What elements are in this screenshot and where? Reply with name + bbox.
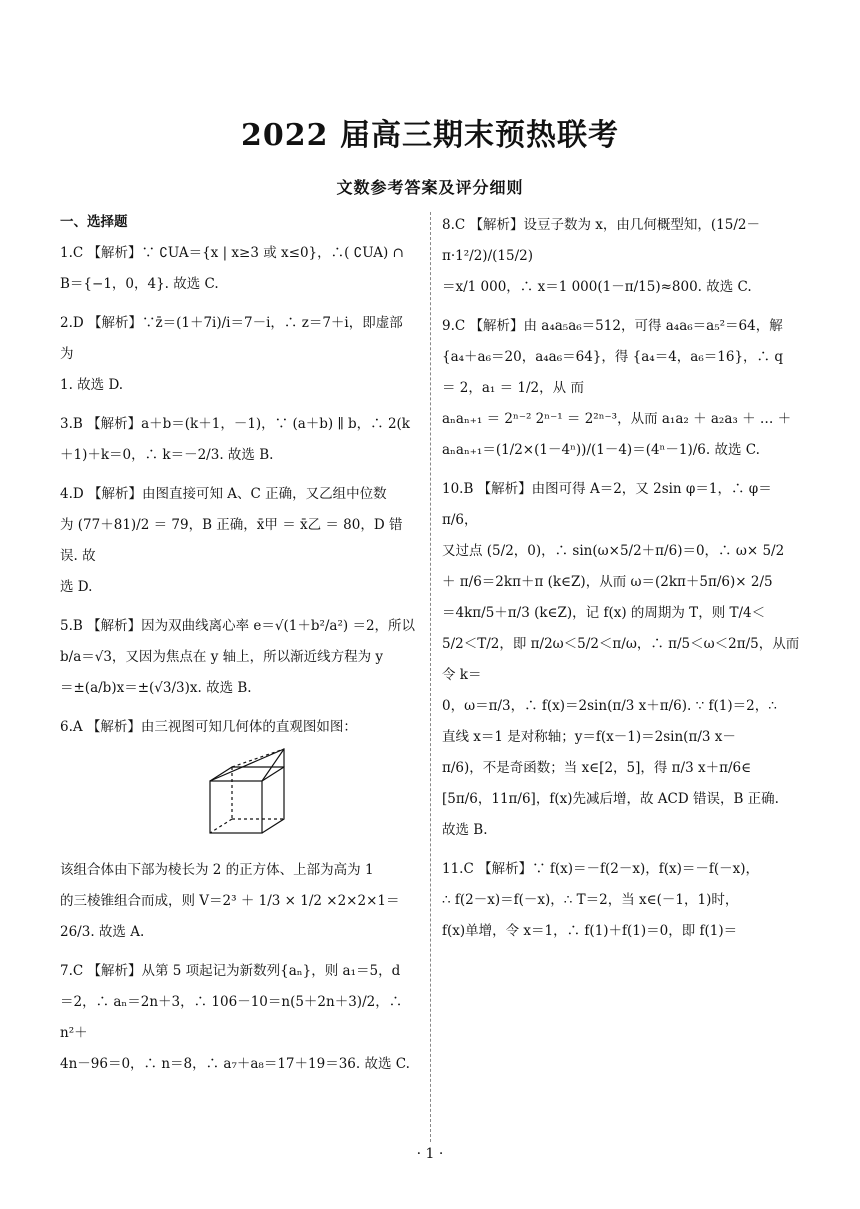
answer-line: 该组合体由下部为棱长为 2 的正方体、上部为高为 1 bbox=[60, 862, 374, 878]
right-answer-list bbox=[442, 210, 800, 947]
page-subtitle: 文数参考答案及评分细则 bbox=[336, 178, 524, 197]
answer-line: 的三棱锥组合而成，则 V＝2³ ＋ 1/3 × 1/2 ×2×2×1＝ bbox=[60, 893, 400, 909]
answer-line: 11.C 【解析】∵ f(x)＝－f(2－x)，f(x)＝－f(－x)， bbox=[442, 861, 760, 877]
answer-line: aₙaₙ₊₁＝(1/2×(1－4ⁿ))/(1－4)＝(4ⁿ－1)/6. 故选 C. bbox=[442, 442, 760, 458]
answer-item bbox=[60, 238, 416, 300]
answer-line: 为 (77＋81)/2 ＝ 79，B 正确，x̄甲 ＝ x̄乙 ＝ 80，D 错误. 故 bbox=[60, 517, 403, 564]
answer-item bbox=[60, 712, 416, 948]
answer-line: ＝4kπ/5＋π/3 (k∈Z)，记 f(x) 的周期为 T，则 T/4＜ bbox=[442, 605, 766, 621]
answer-line: π/6)，不是奇函数；当 x∈[2，5]，得 π/3 x＋π/6∈ bbox=[442, 760, 752, 776]
page-number: · 1 · bbox=[416, 1146, 444, 1162]
answer-line: 2.D 【解析】∵z̄＝(1＋7i)/i＝7－i，∴ z＝7＋i，即虚部为 bbox=[60, 315, 403, 362]
answer-line: 3.B 【解析】a＋b＝(k＋1，－1)，∵ (a＋b) ∥ b，∴ 2(k bbox=[60, 416, 410, 432]
answer-line: ＋ π/6＝2kπ＋π (k∈Z)，从而 ω＝(2kπ＋5π/6)× 2/5 bbox=[442, 574, 773, 590]
answer-line: ＋1)＋k＝0，∴ k＝－2/3. 故选 B. bbox=[60, 447, 274, 463]
answer-item bbox=[60, 409, 416, 471]
answer-line: 7.C 【解析】从第 5 项起记为新数列{aₙ}，则 a₁＝5，d bbox=[60, 963, 401, 979]
answer-item bbox=[442, 854, 800, 947]
answer-line: ＝2，∴ aₙ＝2n＋3，∴ 106－10＝n(5＋2n＋3)/2，∴ n²＋ bbox=[60, 994, 403, 1041]
answer-line: ＝±(a/b)x＝±(√3/3)x. 故选 B. bbox=[60, 680, 252, 696]
answer-line: 5.B 【解析】因为双曲线离心率 e＝√(1＋b²/a²) ＝2，所以 bbox=[60, 618, 416, 634]
answer-line: 选 D. bbox=[60, 579, 93, 595]
answer-line: 5/2＜T/2，即 π/2ω＜5/2＜π/ω，∴ π/5＜ω＜2π/5，从而令 k＝ bbox=[442, 636, 800, 683]
left-column bbox=[60, 210, 416, 1088]
answer-line: 直线 x＝1 是对称轴；y＝f(x－1)＝2sin(π/3 x－ bbox=[442, 729, 736, 745]
answer-line: [5π/6，11π/6]，f(x)先减后增，故 ACD 错误，B 正确. bbox=[442, 791, 779, 807]
answer-item bbox=[60, 479, 416, 603]
answer-line: 4.D 【解析】由图直接可知 A、C 正确，又乙组中位数 bbox=[60, 486, 387, 502]
answer-line: 9.C 【解析】由 a₄a₅a₆＝512，可得 a₄a₆＝a₅²＝64，解 bbox=[442, 318, 783, 334]
answer-line: {a₄＋a₆＝20，a₄a₆＝64}，得 {a₄＝4，a₆＝16}，∴ q ＝ 2，a₁ ＝ 1/2，从 而 bbox=[442, 349, 783, 396]
answer-line: 8.C 【解析】设豆子数为 x，由几何概型知，(15/2－π·1²/2)/(15/2) bbox=[442, 217, 760, 264]
answer-line: ∴ f(2－x)＝f(－x)，∴ T＝2，当 x∈(－1，1)时， bbox=[442, 892, 739, 908]
answer-item bbox=[60, 956, 416, 1080]
answer-line: 4n－96＝0，∴ n＝8，∴ a₇＋a₈＝17＋19＝36. 故选 C. bbox=[60, 1056, 410, 1072]
answer-line: 26/3. 故选 A. bbox=[60, 924, 145, 940]
answer-line: b/a＝√3，又因为焦点在 y 轴上，所以渐近线方程为 y bbox=[60, 649, 384, 665]
answer-item bbox=[442, 474, 800, 846]
answer-line: B＝{−1，0，4}. 故选 C. bbox=[60, 276, 219, 292]
column-divider bbox=[430, 212, 431, 1142]
answer-line: 故选 B. bbox=[442, 822, 488, 838]
section-heading: 一、选择题 bbox=[60, 214, 128, 230]
answer-item bbox=[442, 210, 800, 303]
right-column bbox=[442, 210, 800, 955]
left-answer-list bbox=[60, 238, 416, 1080]
answer-line: 又过点 (5/2，0)，∴ sin(ω×5/2＋π/6)＝0，∴ ω× 5/2 bbox=[442, 543, 785, 559]
answer-item bbox=[60, 611, 416, 704]
answer-item bbox=[442, 311, 800, 466]
answer-line: ＝x/1 000，∴ x＝1 000(1－π/15)≈800. 故选 C. bbox=[442, 279, 752, 295]
answer-line: f(x)单增，令 x＝1，∴ f(1)＋f(1)＝0，即 f(1)＝ bbox=[442, 923, 738, 939]
answer-line: 1.C 【解析】∵ ∁UA＝{x | x≥3 或 x≤0}，∴( ∁UA) ∩ bbox=[60, 245, 404, 261]
answer-item bbox=[60, 308, 416, 401]
answer-line: 6.A 【解析】由三视图可知几何体的直观图如图： bbox=[60, 719, 357, 735]
answer-line: 0，ω＝π/3，∴ f(x)＝2sin(π/3 x＋π/6). ∵ f(1)＝2，∴ bbox=[442, 698, 777, 714]
answer-line: 1. 故选 D. bbox=[60, 377, 124, 393]
answer-line: 10.B 【解析】由图可得 A＝2，又 2sin φ＝1，∴ φ＝π/6， bbox=[442, 481, 772, 528]
answer-line: aₙaₙ₊₁ ＝ 2ⁿ⁻² 2ⁿ⁻¹ ＝ 2²ⁿ⁻³，从而 a₁a₂ ＋ a₂a₃ ＋ … ＋ bbox=[442, 411, 792, 427]
page-title: 2022 届高三期末预热联考 bbox=[241, 118, 619, 153]
solid-figure-diagram bbox=[60, 745, 416, 837]
